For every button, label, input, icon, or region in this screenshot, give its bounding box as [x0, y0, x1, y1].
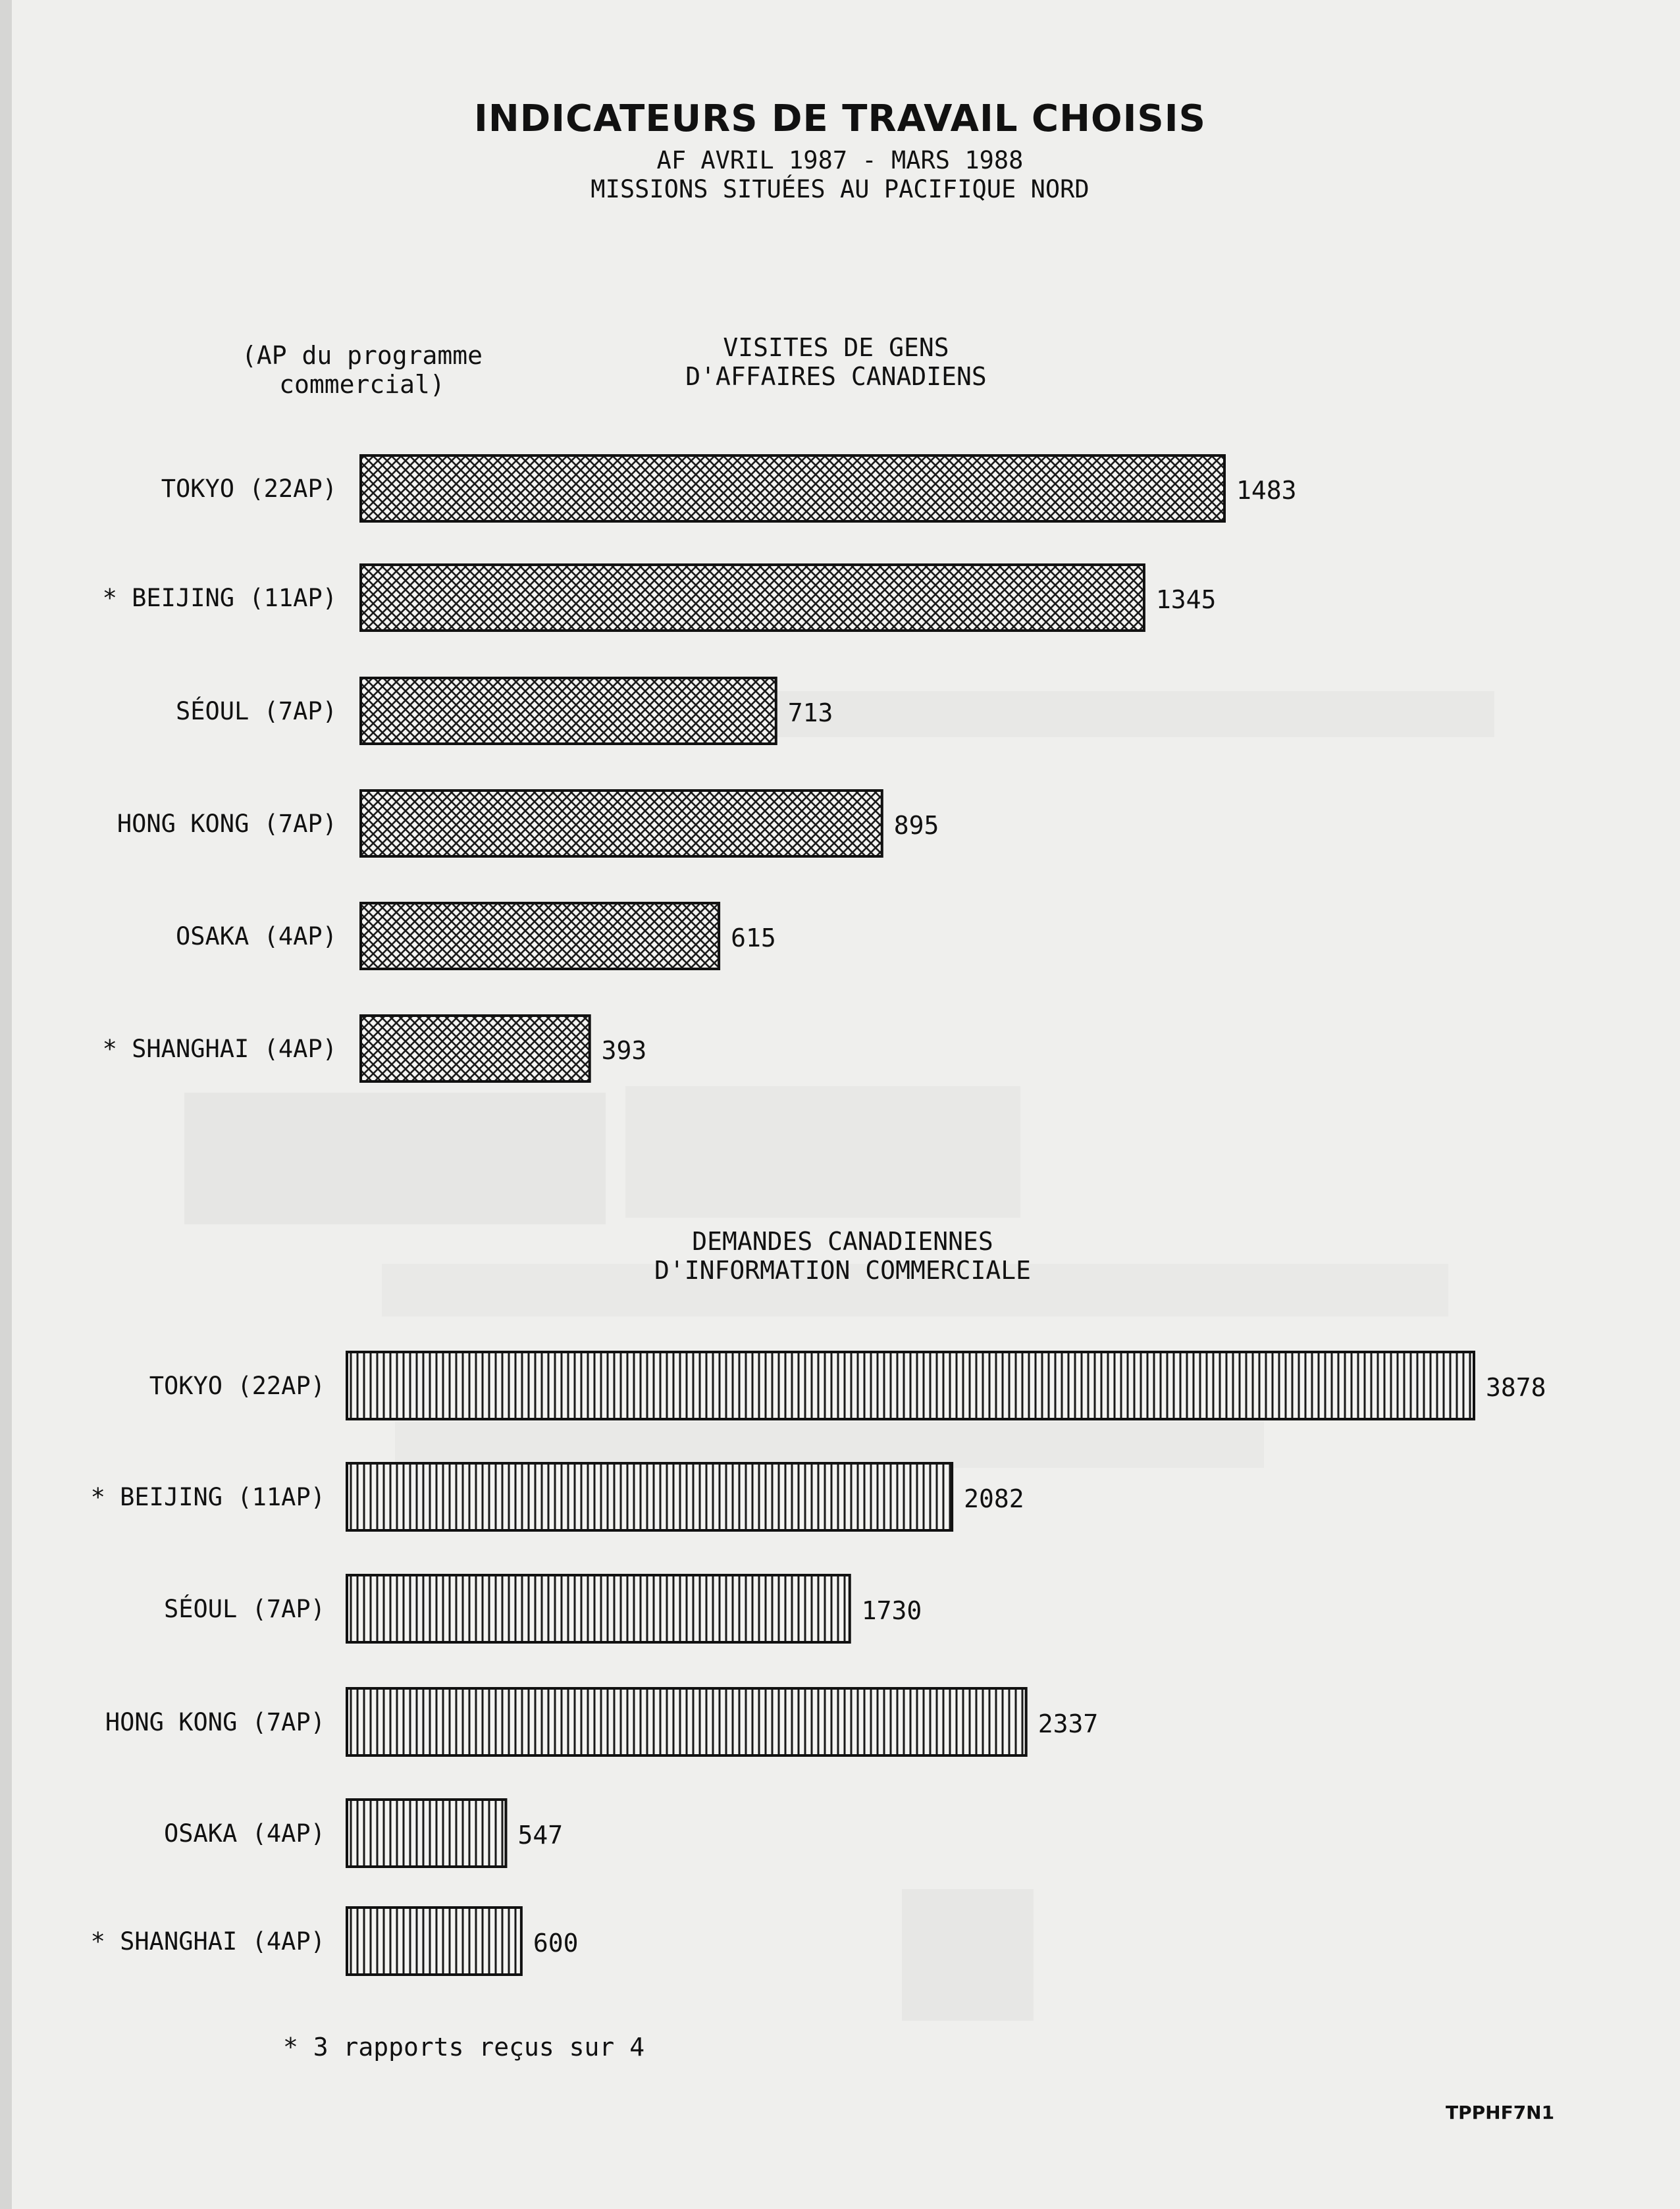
bar: [361, 1016, 590, 1081]
value-label: 600: [533, 1929, 579, 1958]
page-title: INDICATEURS DE TRAVAIL CHOISIS: [474, 97, 1206, 140]
value-label: 393: [601, 1036, 647, 1065]
category-label: HONG KONG (7AP): [105, 1708, 325, 1736]
category-label: SÉOUL (7AP): [163, 1595, 325, 1623]
category-label: * SHANGHAI (4AP): [90, 1927, 325, 1956]
page-subtitle-region: MISSIONS SITUÉES AU PACIFIQUE NORD: [591, 175, 1089, 203]
category-label: HONG KONG (7AP): [117, 810, 337, 838]
bar: [347, 1575, 850, 1642]
value-label: 1345: [1155, 585, 1217, 614]
footnote: * 3 rapports reçus sur 4: [283, 2033, 645, 2062]
value-label: 1730: [861, 1596, 922, 1625]
chart-1-title: VISITES DE GENS D'AFFAIRES CANADIENS: [685, 333, 987, 391]
value-label: 713: [787, 698, 833, 727]
bar: [347, 1908, 521, 1975]
chart-2-title: DEMANDES CANADIENNES D'INFORMATION COMMERCIALE: [654, 1227, 1031, 1285]
bar: [347, 1352, 1474, 1419]
chart-demandes: [91, 1352, 1546, 1975]
value-label: 2337: [1037, 1709, 1099, 1738]
category-label: OSAKA (4AP): [163, 1819, 325, 1848]
category-label: SÉOUL (7AP): [175, 697, 337, 725]
bar: [361, 791, 882, 856]
page-subtitle-period: AF AVRIL 1987 - MARS 1988: [656, 146, 1024, 174]
bar: [361, 455, 1224, 521]
category-label: * BEIJING (11AP): [102, 584, 337, 612]
bar: [361, 903, 719, 969]
document-code: TPPHF7N1: [1446, 2102, 1555, 2123]
value-label: 3878: [1486, 1373, 1546, 1402]
category-label: * BEIJING (11AP): [90, 1483, 325, 1511]
category-label: * SHANGHAI (4AP): [102, 1035, 337, 1063]
value-label: 547: [517, 1821, 564, 1850]
value-label: 2082: [964, 1484, 1024, 1513]
bar: [361, 678, 776, 744]
legend-note: (AP du programme commercial): [241, 341, 483, 399]
bar: [347, 1800, 506, 1867]
category-label: TOKYO (22AP): [149, 1372, 325, 1400]
bar: [347, 1463, 952, 1530]
category-label: OSAKA (4AP): [175, 922, 337, 950]
value-label: 1483: [1236, 476, 1297, 505]
value-label: 895: [893, 811, 939, 840]
bar: [361, 565, 1144, 631]
chart-visites: [103, 455, 1297, 1081]
bar: [347, 1688, 1026, 1755]
category-label: TOKYO (22AP): [161, 475, 337, 503]
value-label: 615: [731, 923, 776, 952]
